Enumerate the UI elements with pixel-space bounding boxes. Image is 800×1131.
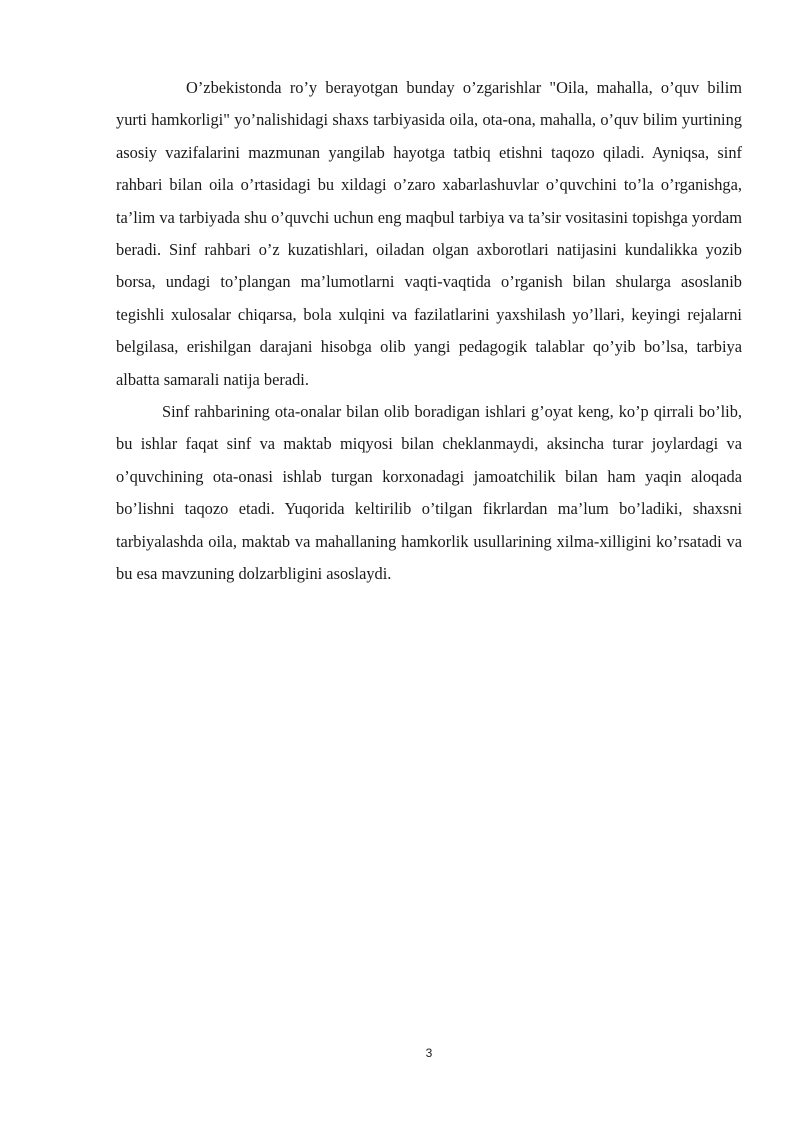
page-number: 3 [425, 1046, 433, 1060]
body-text [116, 72, 742, 591]
paragraph-1: O’zbekistonda ro’y berayotgan bunday o’zgarishlar "Oila, mahalla, o’quv bilim yurti hamkorligi" yo’nalishidagi shaxs tarbiyasida oila, ota-ona, mahalla, o’quv bilim yurtining asosiy vazifalarini mazmunan yangilab hayotga tatbiq etishni taqozo qiladi. Ayniqsa, sinf rahbari bilan oila o’rtasidagi bu xildagi o’zaro xabarlashuvlar o’quvchini to’la o’rganishga, ta’lim va tarbiyada shu o’quvchi uchun eng maqbul tarbiya va ta’sir vositasini topishga yordam beradi. Sinf rahbari o’z kuzatishlari, oiladan olgan axborotlari natijasini kundalikka yozib borsa, undagi to’plangan ma’lumotlarni vaqti-vaqtida o’rganish bilan shularga asoslanib tegishli xulosalar chiqarsa, bola xulqini va fazilatlarini yaxshilash yo’llari, keyingi rejalarni belgilasa, erishilgan darajani hisobga olib yangi pedagogik talablar qo’yib bo’lsa, tarbiya albatta samarali natija beradi. [116, 78, 742, 389]
paragraph-2: Sinf rahbarining ota-onalar bilan olib boradigan ishlari g’oyat keng, ko’p qirrali bo’lib, bu ishlar faqat sinf va maktab miqyosi bilan cheklanmaydi, aksincha turar joylardagi va o’quvchining ota-onasi ishlab turgan korxonadagi jamoatchilik bilan ham yaqin aloqada bo’lishni taqozo etadi. Yuqorida keltirilib o’tilgan fikrlardan ma’lum bo’ladiki, shaxsni tarbiyalashda oila, maktab va mahallaning hamkorlik usullarining xilma-xilligini ko’rsatadi va bu esa mavzuning dolzarbligini asoslaydi. [116, 402, 742, 584]
